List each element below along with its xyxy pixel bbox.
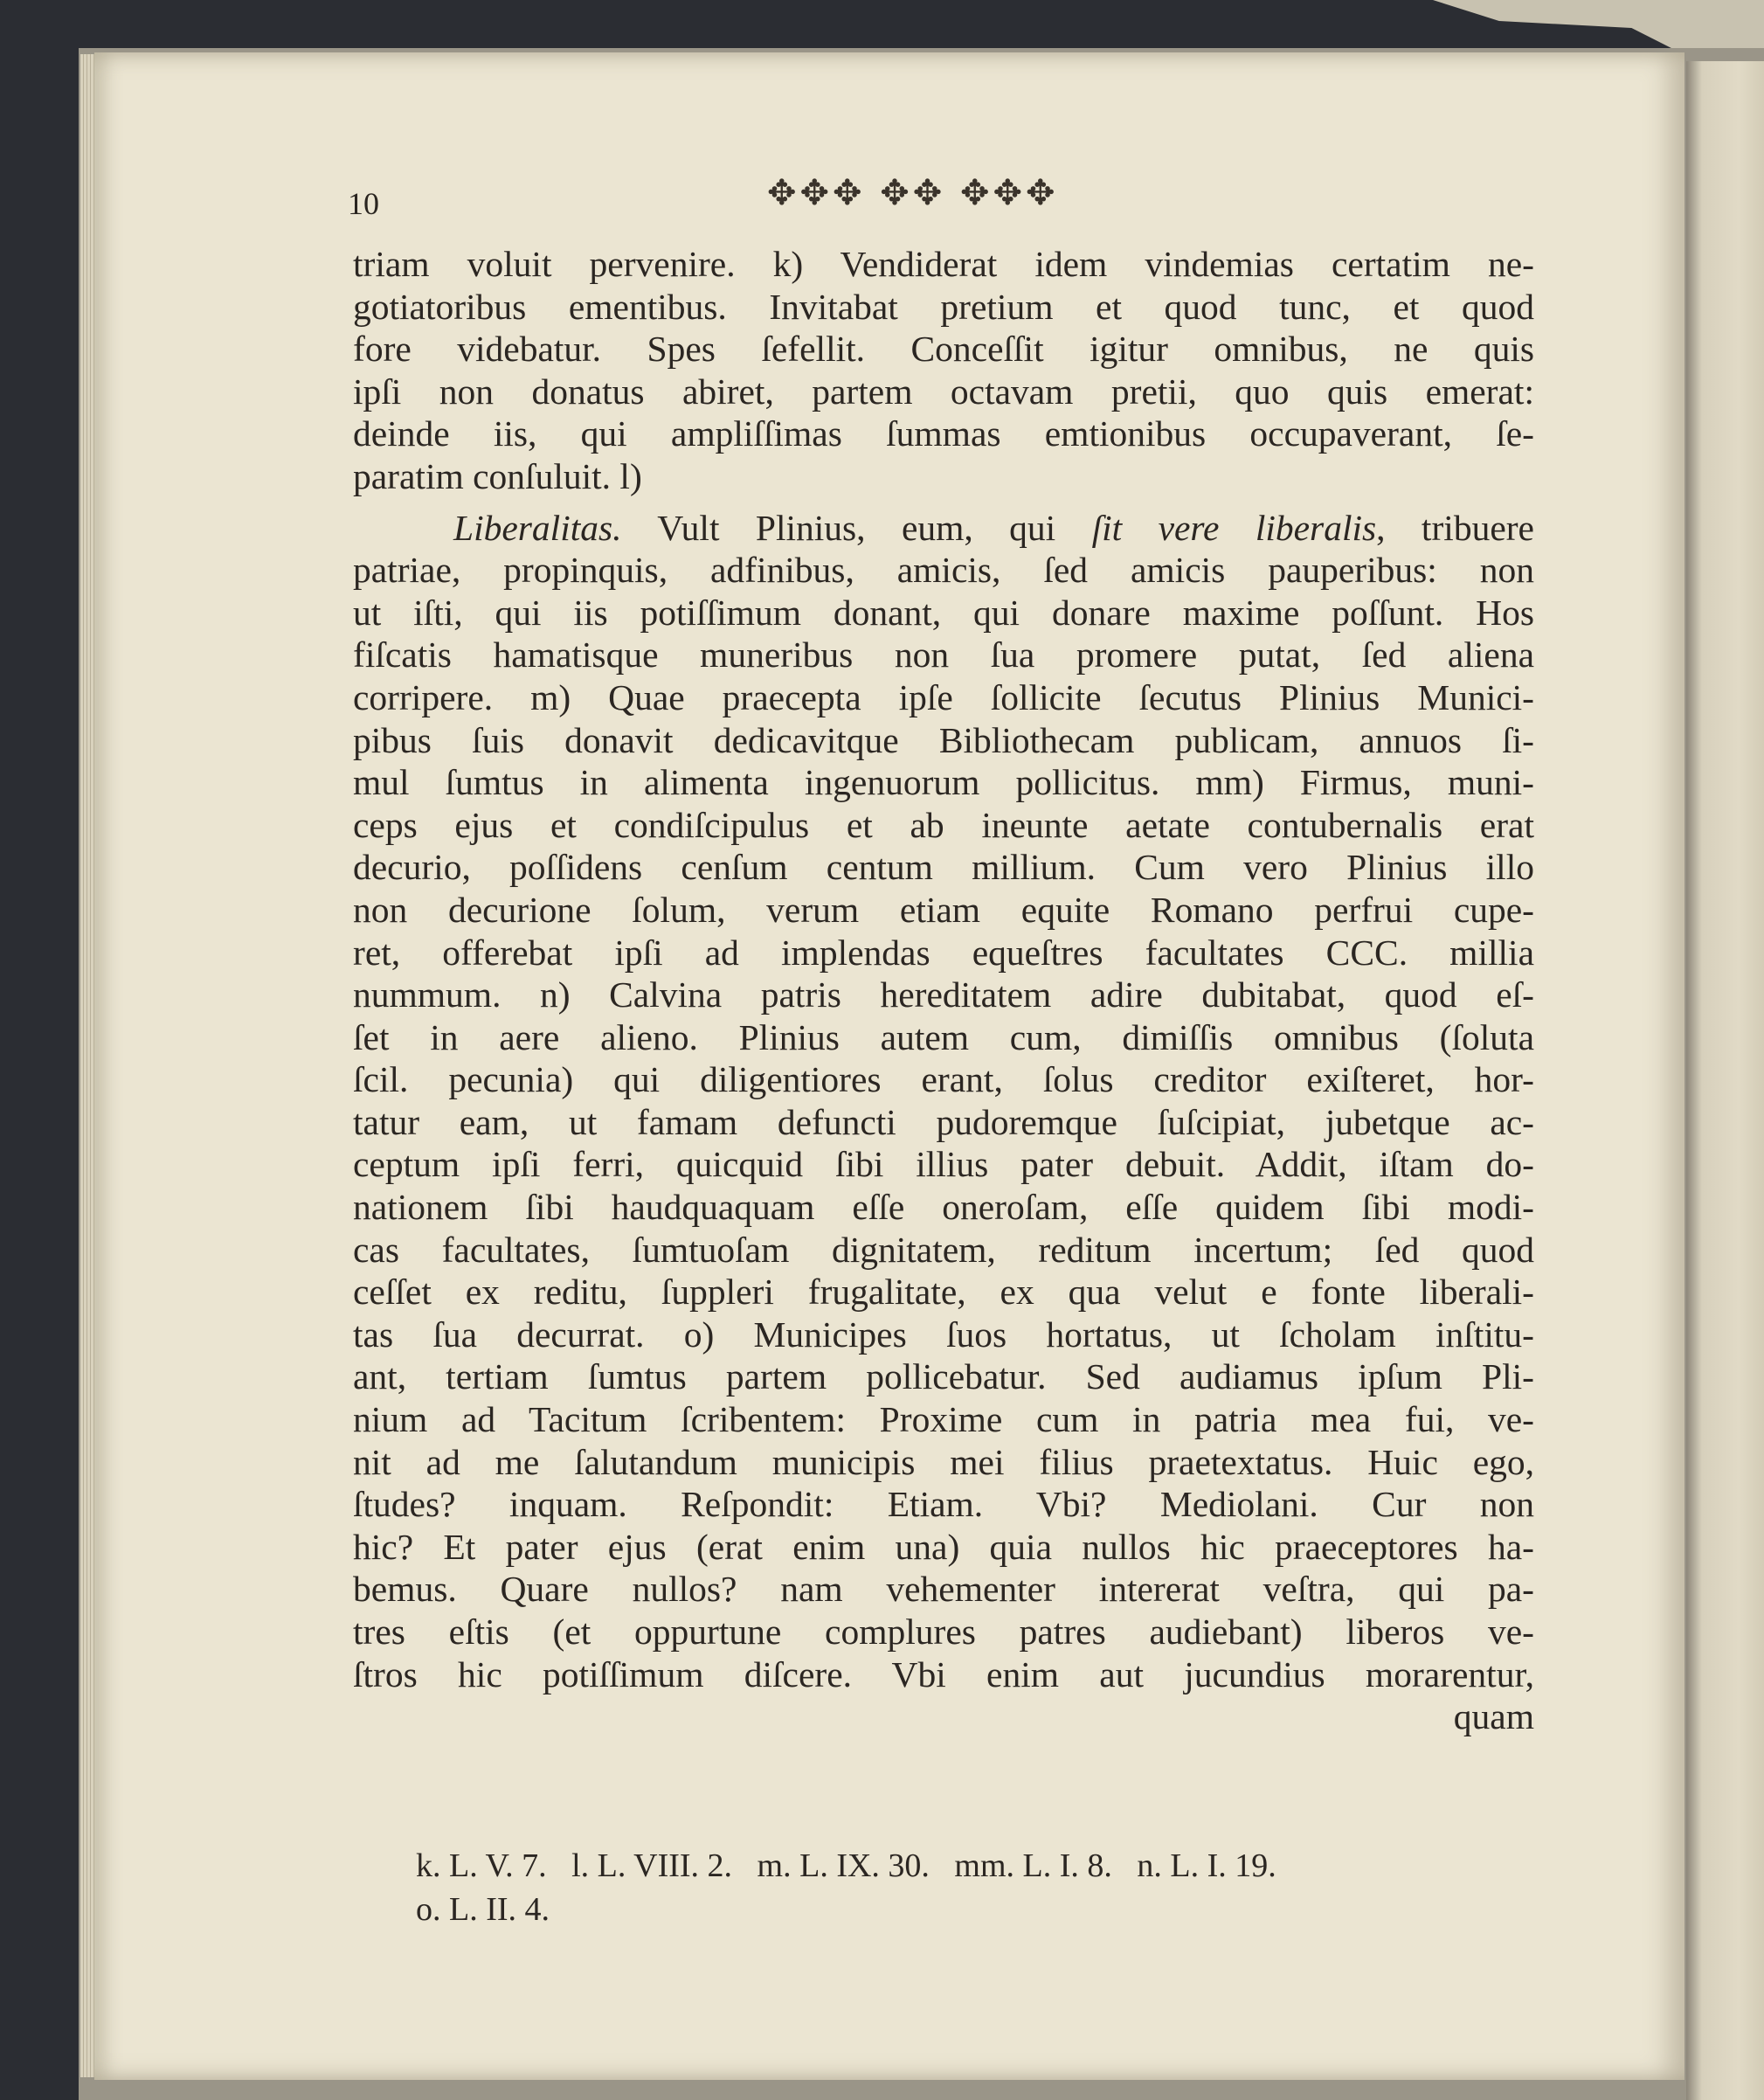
text-line: bemus. Quare nullos? nam vehementer intererat veſtra, qui pa-: [353, 1569, 1534, 1610]
text-line: fiſcatis hamatisque muneribus non ſua promere putat, ſed aliena: [353, 634, 1534, 676]
body-text: [353, 243, 1534, 1738]
text-line: ſet in aere alieno. Plinius autem cum, dimiſſis omnibus (ſoluta: [353, 1016, 1534, 1057]
section-heading-liberalitas: Liberalitas.: [453, 507, 622, 548]
text-line: nationem ſibi haudquaquam eſſe oneroſam, eſſe quidem ſibi modi-: [353, 1187, 1534, 1228]
paragraph-2: [353, 507, 1534, 1696]
text-line: tas ſua decurrat. o) Municipes ſuos hortatus, ut ſcholam inſtitu-: [353, 1313, 1534, 1355]
text-line: gotiatoribus ementibus. Invitabat pretium et quod tunc, et quod: [353, 286, 1534, 327]
page-number: 10: [348, 186, 379, 221]
footnote-line-2: o. L. II. 4.: [416, 1891, 550, 1928]
text-line: triam voluit pervenire. k) Vendiderat idem vindemias certatim ne-: [353, 244, 1534, 284]
header-ornament: ✥✥✥ ✥✥ ✥✥✥: [767, 173, 1059, 213]
text-line: corripere. m) Quae praecepta ipſe ſollicite ſecutus Plinius Munici-: [353, 676, 1534, 717]
text-line: decurio, poſſidens cenſum centum millium. Cum vero Plinius illo: [353, 847, 1534, 888]
text-line: cas facultates, ſumtuoſam dignitatem, reditum incertum; ſed quod: [353, 1229, 1534, 1270]
text-line: hic? Et pater ejus (erat enim una) quia nullos hic praeceptores ha-: [353, 1526, 1534, 1567]
footnote-line-1: k. L. V. 7. l. L. VIII. 2. m. L. IX. 30. mm. L. I. 8. n. L. I. 19.: [416, 1847, 1276, 1884]
text-line: paratim conſuluit. l): [353, 455, 642, 496]
text-line: ret, offerebat ipſi ad implendas equeſtres facultates CCC. millia: [353, 932, 1534, 973]
text-line: tatur eam, ut famam defuncti pudoremque ſuſcipiat, jubetque ac-: [353, 1101, 1534, 1142]
catchword: quam: [1453, 1696, 1534, 1737]
text-line: ceptum ipſi ferri, quicquid ſibi illius pater debuit. Addit, iſtam do-: [353, 1144, 1534, 1185]
text-line: ant, tertiam ſumtus partem pollicebatur. Sed audiamus ipſum Pli-: [353, 1356, 1534, 1397]
text-line: fore videbatur. Spes ſefellit. Conceſſit igitur omnibus, ne quis: [353, 329, 1534, 370]
text-line: Liberalitas. Vult Plinius, eum, qui ſit vere liberalis, tribuere: [453, 507, 1534, 548]
page-header: [348, 173, 1562, 225]
text-line: nummum. n) Calvina patris hereditatem adire dubitabat, quod eſ-: [353, 974, 1534, 1015]
text-line: nium ad Tacitum ſcribentem: Proxime cum in patria mea fui, ve-: [353, 1399, 1534, 1440]
paragraph-1: [353, 243, 1534, 498]
text-line: deinde iis, qui ampliſſimas ſummas emtionibus occupaverant, ſe-: [353, 413, 1534, 454]
text-line: ceſſet ex reditu, ſuppleri frugalitate, ex qua velut e fonte liberali-: [353, 1272, 1534, 1313]
text-line: patriae, propinquis, adfinibus, amicis, ſed amicis pauperibus: non: [353, 550, 1534, 591]
footnotes: [416, 1844, 1552, 1931]
text-line: pibus ſuis donavit dedicavitque Bibliothecam publicam, annuos ſi-: [353, 719, 1534, 760]
text-line: tres eſtis (et oppurtune complures patres audiebant) liberos ve-: [353, 1611, 1534, 1652]
text-line: ipſi non donatus abiret, partem octavam pretii, quo quis emerat:: [353, 371, 1534, 412]
text-line: ceps ejus et condiſcipulus et ab ineunte aetate contubernalis erat: [353, 804, 1534, 845]
text-line: non decurione ſolum, verum etiam equite Romano perfrui cupe-: [353, 889, 1534, 930]
text-line: mul ſumtus in alimenta ingenuorum pollicitus. mm) Firmus, muni-: [353, 762, 1534, 803]
text-line: ſcil. pecunia) qui diligentiores erant, ſolus creditor exiſteret, hor-: [353, 1059, 1534, 1100]
text-line: ut iſti, qui iis potiſſimum donant, qui donare maxime poſſunt. Hos: [353, 592, 1534, 633]
facing-page-edge: [1686, 61, 1764, 2100]
text-line: ſtros hic potiſſimum diſcere. Vbi enim aut jucundius morarentur,: [353, 1653, 1534, 1695]
text-line: nit ad me ſalutandum municipis mei filius praetextatus. Huic ego,: [353, 1441, 1534, 1482]
text-line: ſtudes? inquam. Reſpondit: Etiam. Vbi? Mediolani. Cur non: [353, 1484, 1534, 1525]
